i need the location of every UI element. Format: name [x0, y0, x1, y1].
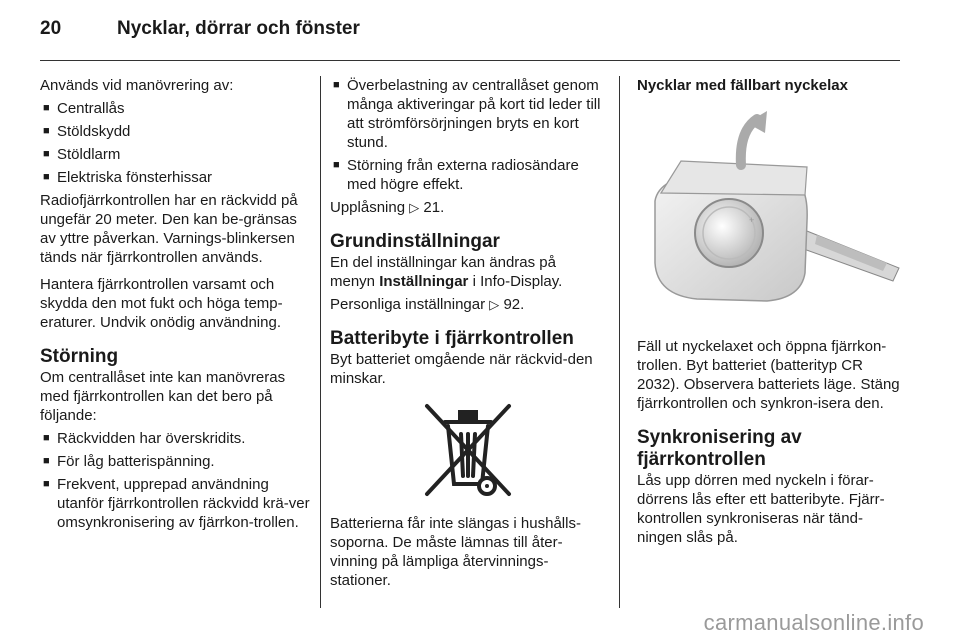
batteri-paragraph: Byt batteriet omgående när räckvid-den minskar.: [330, 351, 593, 387]
heading-batteribyte: Batteribyte i fjärrkontrollen: [330, 328, 574, 349]
storning-paragraph: Om centrallåset inte kan manövreras med fjärrkontrollen kan det bero på följande:: [40, 369, 286, 424]
sync-paragraph: Lås upp dörren med nyckeln i förar-dörrens lås efter ett batteribyte. Fjärr-kontrollen synkroniseras när tänd-ningen slås på.: [637, 472, 885, 546]
cause-list-continued: [330, 76, 605, 194]
personal-settings-reference: [330, 295, 605, 314]
column-divider: [619, 76, 620, 608]
grund-text-a: En del inställningar kan ändras på menyn: [330, 254, 556, 290]
grund-text-b: i Info-Display.: [472, 273, 563, 290]
care-paragraph: Hantera fjärrkontrollen varsamt och skydda den mot fukt och höga temp-eraturer. Undvik onödig användning.: [40, 276, 283, 331]
header-rule: [40, 60, 900, 61]
intro-text: Används vid manövrering av:: [40, 77, 234, 94]
list-item: ■ Elektriska fönsterhissar: [40, 168, 312, 187]
usage-list: [40, 99, 312, 187]
cause-list: [40, 429, 312, 532]
watermark: carmanualsonline.info: [703, 610, 924, 635]
page-ref-arrow-icon: ▷: [489, 297, 500, 312]
unlock-page: 21.: [423, 199, 445, 216]
column-1: [40, 76, 312, 536]
heading-storning: Störning: [40, 346, 119, 367]
crossed-bin-icon: [330, 400, 605, 500]
list-item: ■ För låg batterispänning.: [40, 452, 312, 471]
list-item: ■ Störning från externa radiosändare med högre effekt.: [330, 156, 605, 194]
list-item: ■ Stöldskydd: [40, 122, 312, 141]
personal-settings-page: 92.: [503, 296, 525, 313]
page-ref-arrow-icon: ▷: [409, 200, 420, 215]
subheading-fallbart: Nycklar med fällbart nyckelax: [637, 77, 848, 94]
list-item: ■ Frekvent, upprepad användning utanför fjärrkontrollen räckvidd krä-ver omsynkronisering av fjärrkon-trollen.: [40, 475, 312, 532]
unlock-label: Upplåsning: [330, 199, 406, 216]
unlock-reference: [330, 198, 605, 217]
recycle-paragraph: Batterierna får inte slängas i hushålls-soporna. De måste lämnas till åter-vinning på lämpliga återvinnings-stationer.: [330, 515, 581, 589]
key-battery-illustration: [637, 103, 907, 323]
page-header: [40, 18, 360, 40]
list-item: ■ Centrallås: [40, 99, 312, 118]
column-3: [637, 76, 907, 555]
column-2: [330, 76, 605, 598]
grund-paragraph: [330, 253, 605, 291]
list-item: ■ Stöldlarm: [40, 145, 312, 164]
range-paragraph: Radiofjärrkontrollen har en räckvidd på ungefär 20 meter. Den kan be-gränsas av yttre påverkan. Varnings-blinkersen tänds när fjärrkontrollen används.: [40, 192, 298, 266]
heading-synkronisering: Synkronisering av fjärrkontrollen: [637, 427, 802, 470]
page-title: Nycklar, dörrar och fönster: [117, 18, 360, 39]
personal-settings-label: Personliga inställningar: [330, 296, 486, 313]
svg-text:+: +: [749, 215, 755, 225]
heading-grundinstallningar: Grundinställningar: [330, 231, 500, 252]
column-divider: [320, 76, 321, 608]
settings-menu-name: Inställningar: [379, 273, 469, 290]
page-number: 20: [40, 18, 62, 39]
list-item: ■ Räckvidden har överskridits.: [40, 429, 312, 448]
battery-change-paragraph: Fäll ut nyckelaxet och öppna fjärrkon-trollen. Byt batteriet (batterityp CR 2032). Observera batteriets läge. Stäng fjärrkontrollen och synkron-isera den.: [637, 338, 900, 412]
list-item: ■ Överbelastning av centrallåset genom många aktiveringar på kort tid leder till att strömförsörjningen bryts en kort stund.: [330, 76, 605, 152]
